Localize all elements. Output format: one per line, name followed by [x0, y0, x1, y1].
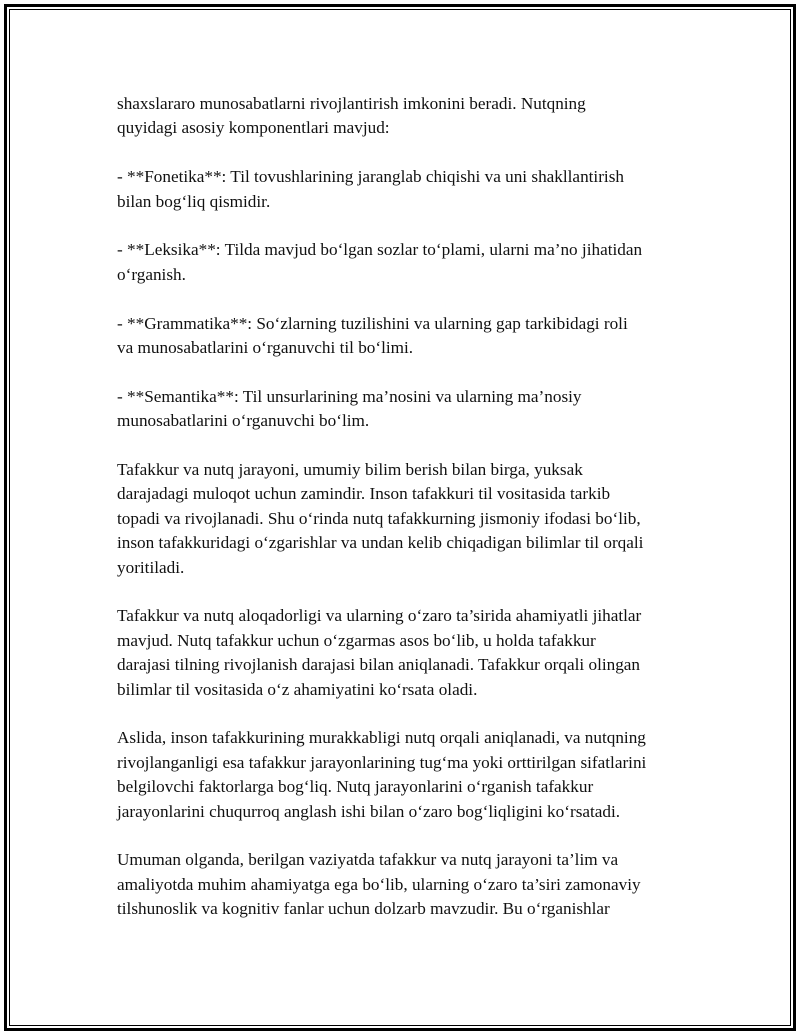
text-line: bilan bog‘liq qismidir.: [117, 191, 271, 211]
text-line: quyidagi asosiy komponentlari mavjud:: [117, 118, 390, 138]
list-item-grammatika: [117, 312, 697, 361]
text-line: - **Semantika**: Til unsurlarining ma’nosini va ularning ma’nosiy: [117, 386, 582, 406]
text-line: - **Grammatika**: So‘zlarning tuzilishini va ularning gap tarkibidagi roli: [117, 313, 628, 333]
text-line: Tafakkur va nutq aloqadorligi va ularning o‘zaro ta’sirida ahamiyatli jihatlar: [117, 606, 642, 626]
text-line: tilshunoslik va kognitiv fanlar uchun dolzarb mavzudir. Bu o‘rganishlar: [117, 899, 610, 919]
text-line: o‘rganish.: [117, 264, 186, 284]
text-line: darajadagi muloqot uchun zamindir. Inson tafakkuri til vositasida tarkib: [117, 484, 611, 504]
paragraph: [117, 92, 697, 141]
paragraph: [117, 726, 697, 824]
text-line: jarayonlarini chuqurroq anglash ishi bilan o‘zaro bog‘liqligini ko‘rsatadi.: [117, 801, 621, 821]
paragraph: [117, 848, 697, 921]
text-line: Tafakkur va nutq jarayoni, umumiy bilim berish bilan birga, yuksak: [117, 460, 583, 480]
text-line: Aslida, inson tafakkurining murakkabligi nutq orqali aniqlanadi, va nutqning: [117, 728, 646, 748]
text-line: - **Fonetika**: Til tovushlarining jaranglab chiqishi va uni shakllantirish: [117, 167, 624, 187]
text-line: va munosabatlarini o‘rganuvchi til bo‘limi.: [117, 338, 414, 358]
list-item-semantika: [117, 385, 697, 434]
document-body: [117, 92, 697, 922]
text-line: amaliyotda muhim ahamiyatga ega bo‘lib, ularning o‘zaro ta’siri zamonaviy: [117, 874, 641, 894]
list-item-leksika: [117, 238, 697, 287]
text-line: shaxslararo munosabatlarni rivojlantirish imkonini beradi. Nutqning: [117, 94, 586, 113]
text-line: belgilovchi faktorlarga bog‘liq. Nutq jarayonlarini o‘rganish tafakkur: [117, 777, 594, 797]
text-line: topadi va rivojlanadi. Shu o‘rinda nutq tafakkurning jismoniy ifodasi bo‘lib,: [117, 508, 641, 528]
text-line: Umuman olganda, berilgan vaziyatda tafakkur va nutq jarayoni ta’lim va: [117, 850, 619, 870]
text-line: - **Leksika**: Tilda mavjud bo‘lgan sozlar to‘plami, ularni ma’no jihatidan: [117, 240, 643, 260]
paragraph: [117, 604, 697, 702]
text-line: bilimlar til vositasida o‘z ahamiyatini ko‘rsata oladi.: [117, 679, 478, 699]
text-line: mavjud. Nutq tafakkur uchun o‘zgarmas asos bo‘lib, u holda tafakkur: [117, 630, 596, 650]
paragraph: [117, 458, 697, 580]
list-item-fonetika: [117, 165, 697, 214]
text-line: rivojlanganligi esa tafakkur jarayonlarining tug‘ma yoki orttirilgan sifatlarini: [117, 752, 647, 772]
text-line: darajasi tilning rivojlanish darajasi bilan aniqlanadi. Tafakkur orqali olingan: [117, 655, 641, 675]
text-line: munosabatlarini o‘rganuvchi bo‘lim.: [117, 411, 370, 431]
text-line: inson tafakkuridagi o‘zgarishlar va undan kelib chiqadigan bilimlar til orqali: [117, 533, 644, 553]
text-line: yoritiladi.: [117, 557, 185, 577]
